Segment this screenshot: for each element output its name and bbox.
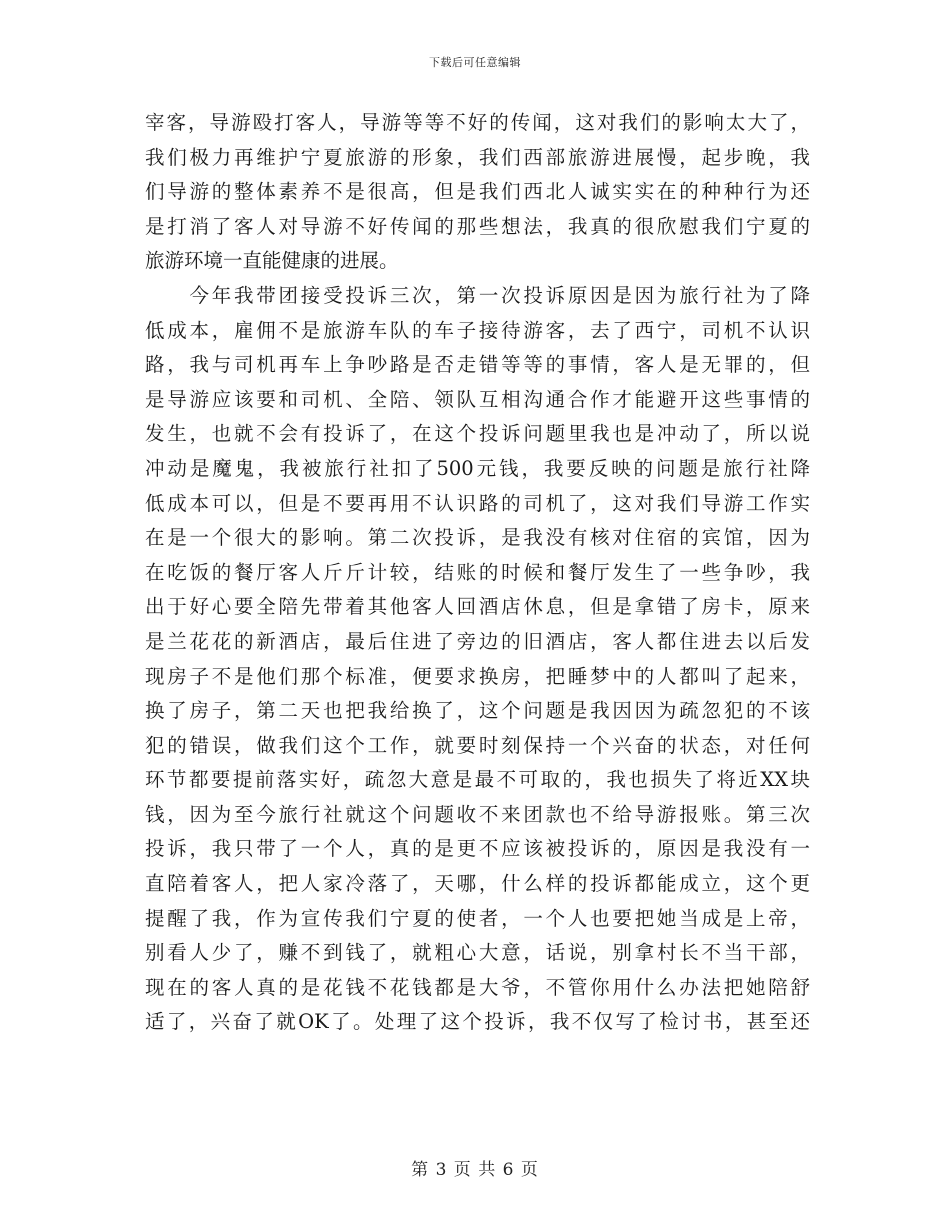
text-line: 冲动是魔鬼，我被旅行社扣了500元钱，我要反映的问题是旅行社降 (145, 456, 810, 480)
text-line: 适了，兴奋了就OK了。处理了这个投诉，我不仅写了检讨书，甚至还 (145, 1010, 810, 1034)
page-number: 第 3 页 共 6 页 (411, 1160, 539, 1180)
text-line: 低成本，雇佣不是旅游车队的车子接待游客，去了西宁，司机不认识 (145, 318, 810, 342)
text-line: 旅游环境一直能健康的进展。 (145, 249, 399, 273)
text-line: 低成本可以，但是不要再用不认识路的司机了，这对我们导游工作实 (145, 491, 810, 515)
text-line: 们导游的整体素养不是很高，但是我们西北人诚实实在的种种行为还 (145, 180, 810, 204)
text-line: 现房子不是他们那个标准，便要求换房，把睡梦中的人都叫了起来， (145, 664, 810, 688)
page-header: 下载后可任意编辑 (429, 56, 521, 69)
text-line: 现在的客人真的是花钱不花钱都是大爷，不管你用什么办法把她陪舒 (145, 975, 810, 999)
text-line: 环节都要提前落实好，疏忽大意是最不可取的，我也损失了将近XX块 (145, 768, 810, 792)
text-line: 投诉，我只带了一个人，真的是更不应该被投诉的，原因是我没有一 (145, 837, 810, 861)
document-body (145, 106, 810, 1040)
text-line: 提醒了我，作为宣传我们宁夏的使者，一个人也要把她当成是上帝， (145, 906, 810, 930)
text-line: 今年我带团接受投诉三次，第一次投诉原因是因为旅行社为了降 (145, 283, 810, 307)
paragraph-1 (145, 106, 810, 279)
text-line: 换了房子，第二天也把我给换了，这个问题是我因因为疏忽犯的不该 (145, 699, 810, 723)
text-line: 宰客，导游殴打客人，导游等等不好的传闻，这对我们的影响太大了， (145, 111, 810, 134)
text-line: 是兰花花的新酒店，最后住进了旁边的旧酒店，客人都住进去以后发 (145, 629, 810, 653)
paragraph-2 (145, 279, 810, 1040)
text-line: 路，我与司机再车上争吵路是否走错等等的事情，客人是无罪的，但 (145, 353, 810, 377)
text-line: 是打消了客人对导游不好传闻的那些想法，我真的很欣慰我们宁夏的 (145, 214, 810, 238)
text-line: 钱，因为至今旅行社就这个问题收不来团款也不给导游报账。第三次 (145, 802, 810, 826)
text-line: 直陪着客人，把人家冷落了，天哪，什么样的投诉都能成立，这个更 (145, 872, 810, 896)
text-line: 是导游应该要和司机、全陪、领队互相沟通合作才能避开这些事情的 (145, 387, 810, 411)
text-line: 别看人少了，赚不到钱了，就粗心大意，话说，别拿村长不当干部， (145, 941, 810, 965)
text-line: 发生，也就不会有投诉了，在这个投诉问题里我也是冲动了，所以说 (145, 422, 810, 446)
text-line: 在是一个很大的影响。第二次投诉，是我没有核对住宿的宾馆，因为 (145, 526, 810, 550)
text-line: 在吃饭的餐厅客人斤斤计较，结账的时候和餐厅发生了一些争吵，我 (145, 560, 810, 584)
text-line: 出于好心要全陪先带着其他客人回酒店休息，但是拿错了房卡，原来 (145, 595, 810, 619)
text-line: 犯的错误，做我们这个工作，就要时刻保持一个兴奋的状态，对任何 (145, 733, 810, 757)
text-line: 我们极力再维护宁夏旅游的形象，我们西部旅游进展慢，起步晚，我 (145, 145, 810, 169)
